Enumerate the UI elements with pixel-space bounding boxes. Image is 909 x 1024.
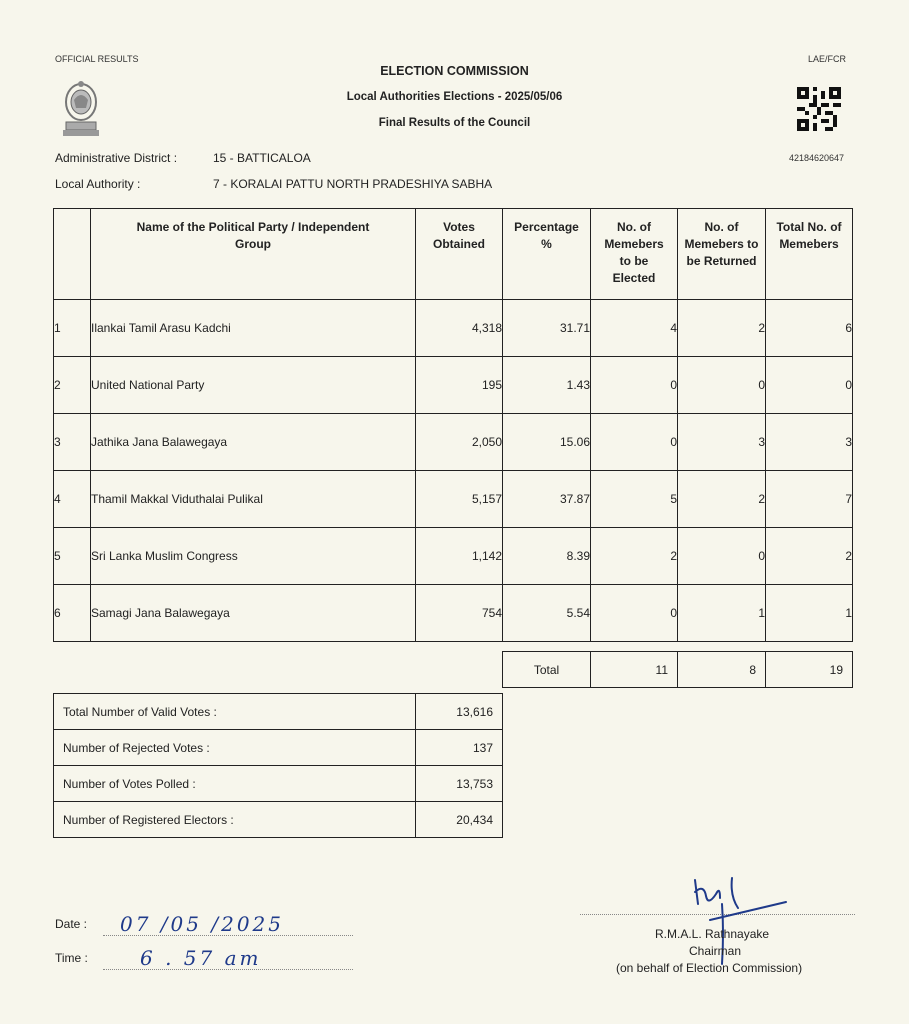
results-subtitle: Final Results of the Council [378, 117, 531, 129]
votes-obtained: 195 [416, 357, 503, 414]
percentage: 1.43 [503, 357, 591, 414]
total-table [502, 651, 853, 688]
members-elected: 0 [591, 585, 678, 642]
valid-votes-label: Total Number of Valid Votes : [54, 694, 416, 730]
row-number: 4 [54, 471, 91, 528]
summary-row [54, 730, 503, 766]
members-total: 2 [766, 528, 853, 585]
col-header-returned: No. of Memebers to be Returned [678, 209, 766, 300]
qr-code-icon [797, 87, 841, 131]
district-label: Administrative District : [55, 151, 178, 165]
official-results-label: OFFICIAL RESULTS [55, 54, 139, 64]
table-row [54, 528, 853, 585]
members-elected: 4 [591, 300, 678, 357]
percentage: 15.06 [503, 414, 591, 471]
party-name: Ilankai Tamil Arasu Kadchi [91, 300, 416, 357]
results-table [53, 208, 853, 642]
members-returned: 2 [678, 471, 766, 528]
summary-row [54, 694, 503, 730]
members-elected: 2 [591, 528, 678, 585]
col-header-total: Total No. of Memebers [766, 209, 853, 300]
table-row [54, 471, 853, 528]
party-name: Thamil Makkal Viduthalai Pulikal [91, 471, 416, 528]
authority-label: Local Authority : [55, 177, 141, 191]
signatory-name: R.M.A.L. Rathnayake [655, 927, 770, 941]
row-number: 6 [54, 585, 91, 642]
row-number: 2 [54, 357, 91, 414]
table-row [54, 357, 853, 414]
percentage: 8.39 [503, 528, 591, 585]
votes-polled-value: 13,753 [416, 766, 503, 802]
party-name: Sri Lanka Muslim Congress [91, 528, 416, 585]
members-total: 7 [766, 471, 853, 528]
registered-electors-value: 20,434 [416, 802, 503, 838]
total-elected: 11 [591, 652, 678, 688]
table-row [54, 414, 853, 471]
date-label: Date : [55, 917, 88, 931]
votes-obtained: 1,142 [416, 528, 503, 585]
members-total: 3 [766, 414, 853, 471]
party-name: Jathika Jana Balawegaya [91, 414, 416, 471]
summary-row [54, 766, 503, 802]
members-returned: 3 [678, 414, 766, 471]
table-header-row [54, 209, 853, 300]
form-code: LAE/FCR [808, 54, 847, 64]
emblem-icon [60, 78, 102, 140]
time-handwritten: 6 . 57 am [140, 946, 262, 970]
row-number: 3 [54, 414, 91, 471]
members-elected: 0 [591, 357, 678, 414]
commission-title: ELECTION COMMISSION [380, 64, 529, 78]
election-title: Local Authorities Elections - 2025/05/06 [346, 91, 563, 103]
total-row [503, 652, 853, 688]
members-returned: 0 [678, 528, 766, 585]
total-members: 19 [766, 652, 853, 688]
members-total: 1 [766, 585, 853, 642]
col-header-party: Name of the Political Party / Independent Group [91, 209, 416, 300]
row-number: 5 [54, 528, 91, 585]
time-label: Time : [55, 951, 88, 965]
authority-value: 7 - KORALAI PATTU NORTH PRADESHIYA SABHA [213, 177, 493, 191]
votes-obtained: 4,318 [416, 300, 503, 357]
total-label: Total [503, 652, 591, 688]
percentage: 37.87 [503, 471, 591, 528]
members-returned: 0 [678, 357, 766, 414]
table-row [54, 585, 853, 642]
date-handwritten: 07 /05 /2025 [120, 912, 284, 936]
col-header-no [54, 209, 91, 300]
votes-polled-label: Number of Votes Polled : [54, 766, 416, 802]
row-number: 1 [54, 300, 91, 357]
rejected-votes-label: Number of Rejected Votes : [54, 730, 416, 766]
col-header-percentage: Percentage % [503, 209, 591, 300]
votes-obtained: 2,050 [416, 414, 503, 471]
signatory-role: Chairman [689, 944, 742, 958]
col-header-elected: No. of Memebers to be Elected [591, 209, 678, 300]
table-row [54, 300, 853, 357]
valid-votes-value: 13,616 [416, 694, 503, 730]
signatory-behalf: (on behalf of Election Commission) [616, 961, 803, 975]
members-elected: 0 [591, 414, 678, 471]
total-returned: 8 [678, 652, 766, 688]
registered-electors-label: Number of Registered Electors : [54, 802, 416, 838]
party-name: Samagi Jana Balawegaya [91, 585, 416, 642]
members-returned: 2 [678, 300, 766, 357]
summary-row [54, 802, 503, 838]
district-value: 15 - BATTICALOA [213, 151, 311, 165]
members-total: 0 [766, 357, 853, 414]
votes-obtained: 754 [416, 585, 503, 642]
members-elected: 5 [591, 471, 678, 528]
summary-table [53, 693, 503, 838]
votes-obtained: 5,157 [416, 471, 503, 528]
rejected-votes-value: 137 [416, 730, 503, 766]
col-header-votes: Votes Obtained [416, 209, 503, 300]
members-total: 6 [766, 300, 853, 357]
document-number: 42184620647 [789, 153, 845, 163]
members-returned: 1 [678, 585, 766, 642]
party-name: United National Party [91, 357, 416, 414]
percentage: 5.54 [503, 585, 591, 642]
percentage: 31.71 [503, 300, 591, 357]
